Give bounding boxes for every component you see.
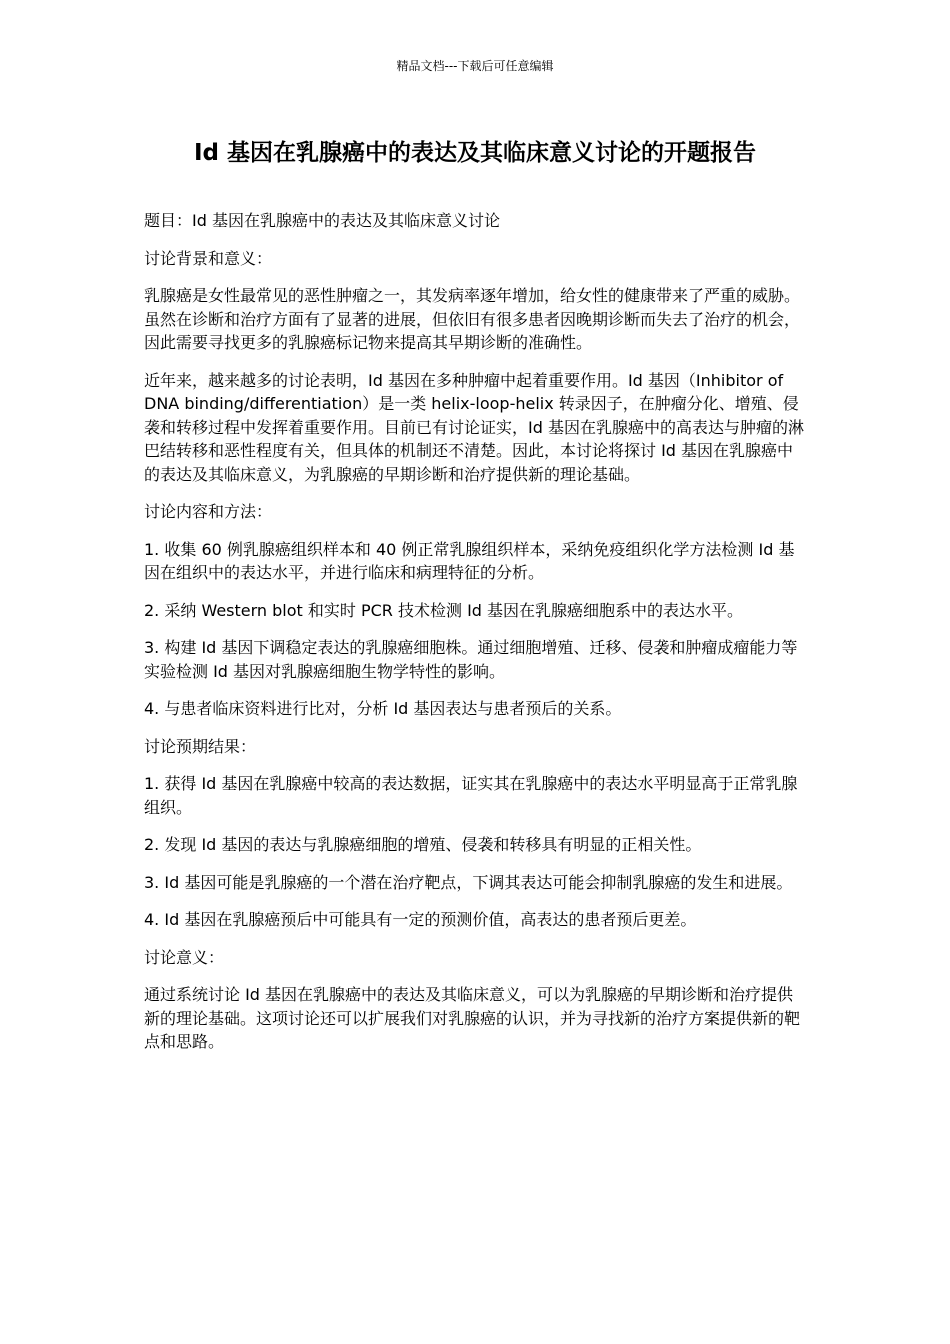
document-body [144, 209, 808, 1068]
significance-paragraph: 通过系统讨论 Id 基因在乳腺癌中的表达及其临床意义，可以为乳腺癌的早期诊断和治疗提供新的理论基础。这项讨论还可以扩展我们对乳腺癌的认识，并为寻找新的治疗方案提供新的靶点和思路。 [144, 985, 801, 1051]
result-item-4: 4. Id 基因在乳腺癌预后中可能具有一定的预测价值，高表达的患者预后更差。 [144, 910, 697, 929]
section-heading-significance: 讨论意义： [144, 947, 225, 967]
result-item-2: 2. 发现 Id 基因的表达与乳腺癌细胞的增殖、侵袭和转移具有明显的正相关性。 [144, 835, 702, 854]
result-item-1: 1. 获得 Id 基因在乳腺癌中较高的表达数据，证实其在乳腺癌中的表达水平明显高于正常乳腺组织。 [144, 774, 798, 817]
background-paragraph-2: 近年来，越来越多的讨论表明，Id 基因在多种肿瘤中起着重要作用。Id 基因（Inhibitor of DNA binding/differentiation）是一类 helix-loop-helix 转录因子，在肿瘤分化、增殖、侵袭和转移过程中发挥着重要作用。目前已有讨论证实，Id 基因在乳腺癌中的高表达与肿瘤的淋巴结转移和恶性程度有关，但具体的机制还不清楚。因此，本讨论将探讨 Id 基因在乳腺癌中的表达及其临床意义，为乳腺癌的早期诊断和治疗提供新的理论基础。 [144, 370, 804, 484]
method-item-1: 1. 收集 60 例乳腺癌组织样本和 40 例正常乳腺组织样本，采纳免疫组织化学方法检测 Id 基因在组织中的表达水平，并进行临床和病理特征的分析。 [144, 539, 795, 582]
method-item-4: 4. 与患者临床资料进行比对，分析 Id 基因表达与患者预后的关系。 [144, 699, 622, 718]
method-item-3: 3. 构建 Id 基因下调稳定表达的乳腺癌细胞株。通过细胞增殖、迁移、侵袭和肿瘤成瘤能力等实验检测 Id 基因对乳腺癌细胞生物学特性的影响。 [144, 638, 798, 681]
document-title: Id 基因在乳腺癌中的表达及其临床意义讨论的开题报告 [193, 140, 757, 166]
background-paragraph-1: 乳腺癌是女性最常见的恶性肿瘤之一，其发病率逐年增加，给女性的健康带来了严重的威胁。虽然在诊断和治疗方面有了显著的进展，但依旧有很多患者因晚期诊断而失去了治疗的机会，因此需要寻找更多的乳腺癌标记物来提高其早期诊断的准确性。 [144, 286, 801, 352]
section-heading-results: 讨论预期结果： [144, 736, 257, 756]
topic-line: 题目：Id 基因在乳腺癌中的表达及其临床意义讨论 [144, 211, 500, 230]
result-item-3: 3. Id 基因可能是乳腺癌的一个潜在治疗靶点，下调其表达可能会抑制乳腺癌的发生和进展。 [144, 872, 793, 892]
section-heading-methods: 讨论内容和方法： [144, 502, 273, 521]
section-heading-background: 讨论背景和意义： [144, 248, 273, 268]
page-header: 精品文档---下载后可任意编辑 [396, 59, 554, 73]
method-item-2: 2. 采纳 Western blot 和实时 PCR 技术检测 Id 基因在乳腺癌细胞系中的表达水平。 [144, 600, 744, 620]
